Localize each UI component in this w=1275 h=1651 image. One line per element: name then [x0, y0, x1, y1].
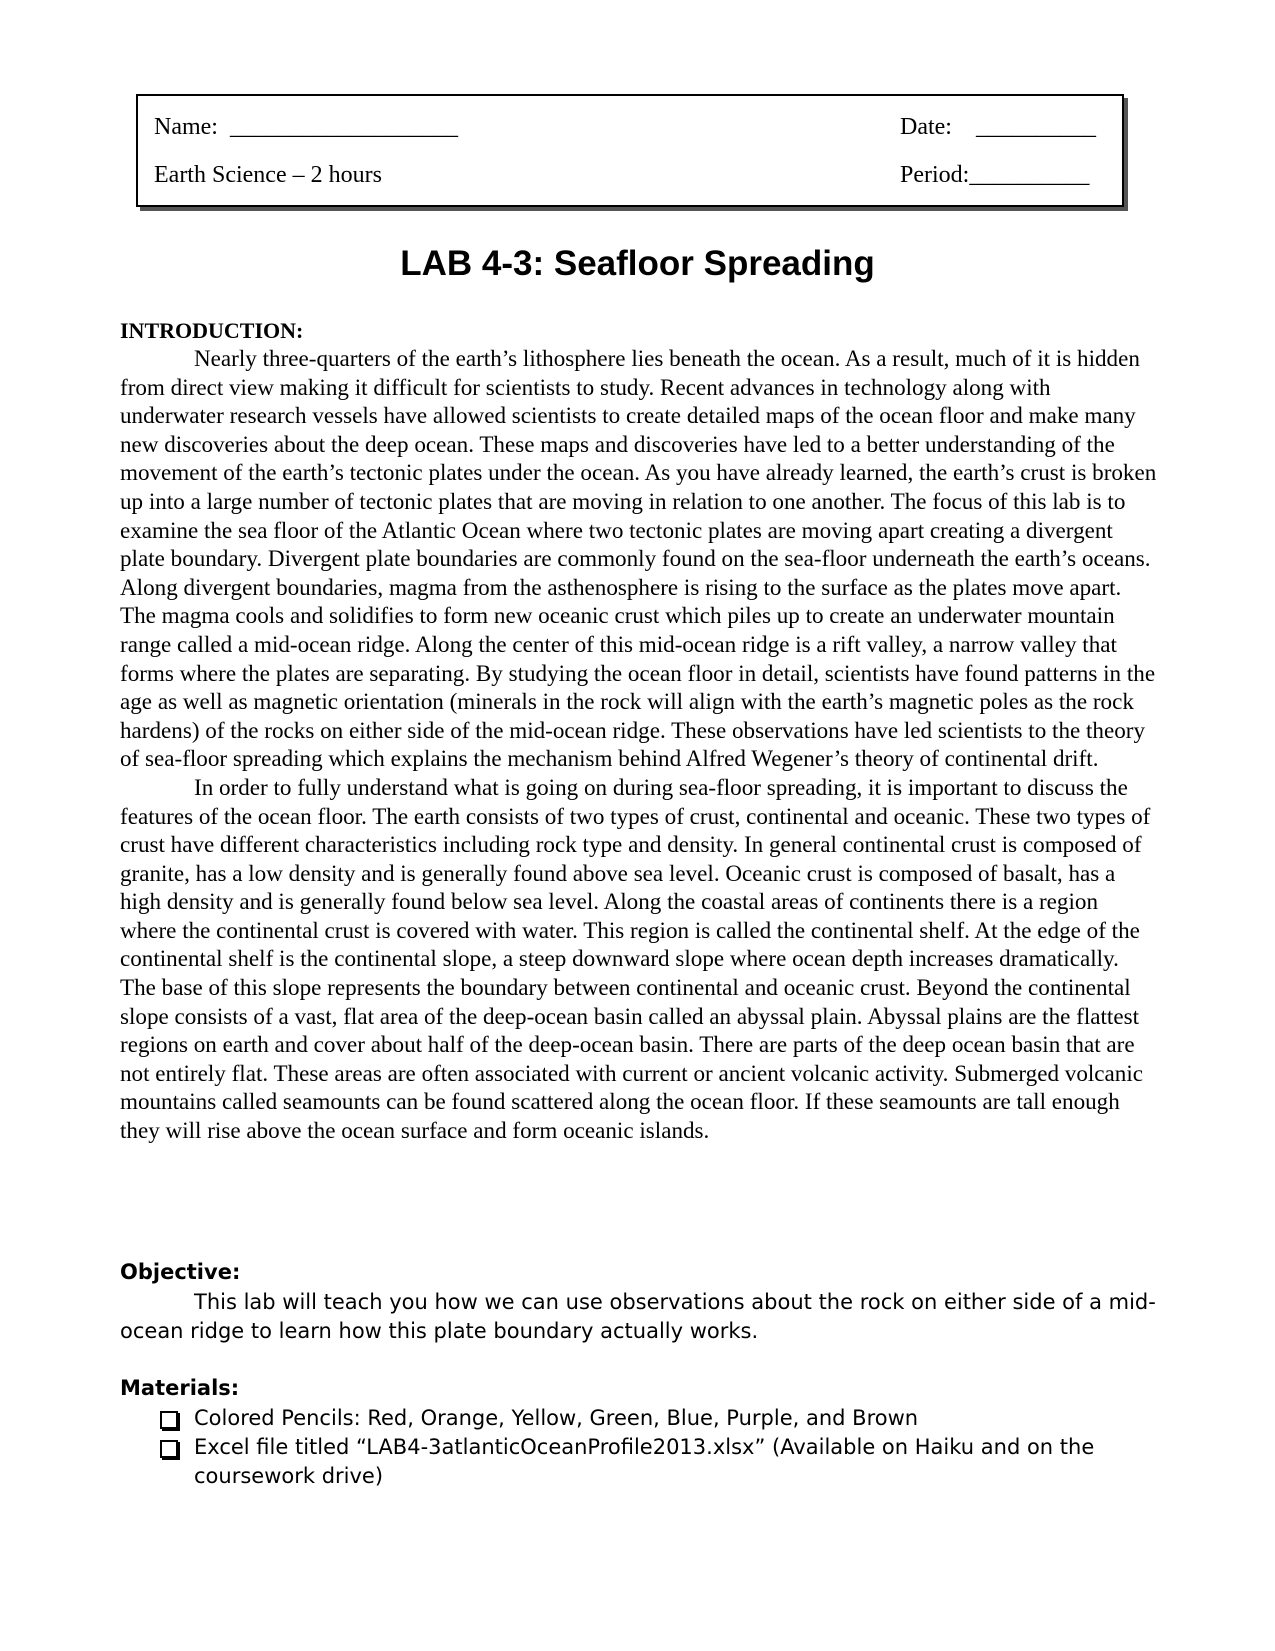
material-label: Excel file titled “LAB4-3atlanticOceanProfile2013.xlsx” (Available on Haiku and on the coursework drive) — [194, 1435, 1095, 1488]
materials-list — [160, 1404, 1140, 1491]
materials-heading: Materials: — [120, 1376, 240, 1400]
objective-heading: Objective: — [120, 1260, 241, 1284]
page-title: LAB 4-3: Seafloor Spreading — [400, 244, 875, 283]
course-label: Earth Science – 2 hours — [154, 162, 382, 188]
list-item — [160, 1433, 1140, 1491]
material-label: Colored Pencils: Red, Orange, Yellow, Green, Blue, Purple, and Brown — [194, 1406, 919, 1430]
introduction-heading: INTRODUCTION: — [120, 318, 304, 343]
student-info-box — [136, 94, 1124, 207]
date-field: Date: __________ — [900, 114, 1096, 140]
period-field: Period:__________ — [900, 162, 1090, 188]
name-field: Name: ___________________ — [154, 114, 458, 140]
objective-body — [120, 1288, 1160, 1346]
introduction-paragraph: Nearly three-quarters of the earth’s lithosphere lies beneath the ocean. As a result, much of it is hidden from direct view making it difficult for scientists to study. Recent advances in technology along with underwater research vessels have allowed scientists to create detailed maps of the ocean floor and make many new discoveries about the deep ocean. These maps and discoveries have led to a better understanding of the movement of the earth’s tectonic plates under the ocean. As you have already learned, the earth’s crust is broken up into a large number of tectonic plates that are moving in relation to one another. The focus of this lab is to examine the sea floor of the Atlantic Ocean where two tectonic plates are moving apart creating a divergent plate boundary. Divergent plate boundaries are commonly found on the sea-floor underneath the earth’s oceans. Along divergent boundaries, magma from the asthenosphere is rising to the surface as the plates move apart. The magma cools and solidifies to form new oceanic crust which piles up to create an underwater mountain range called a mid-ocean ridge. Along the center of this mid-ocean ridge is a rift valley, a narrow valley that forms where the plates are separating. By studying the ocean floor in detail, scientists have found patterns in the age as well as magnetic orientation (minerals in the rock will align with the earth’s magnetic poles as the rock hardens) of the rocks on either side of the mid-ocean ridge. These observations have led scientists to the theory of sea-floor spreading which explains the mechanism behind Alfred Wegener’s theory of continental drift. — [120, 345, 1157, 772]
checkbox-bullet-icon — [160, 1411, 178, 1429]
checkbox-bullet-icon — [160, 1440, 178, 1458]
list-item — [160, 1404, 1140, 1433]
introduction-body — [120, 344, 1160, 1145]
introduction-paragraph: In order to fully understand what is going on during sea-floor spreading, it is important to discuss the features of the ocean floor. The earth consists of two types of crust, continental and oceanic. These two types of crust have different characteristics including rock type and density. In general continental crust is composed of granite, has a low density and is generally found above sea level. Oceanic crust is composed of basalt, has a high density and is generally found below sea level. Along the coastal areas of continents there is a region where the continental crust is covered with water. This region is called the continental shelf. At the edge of the continental shelf is the continental slope, a steep downward slope where ocean depth increases dramatically. The base of this slope represents the boundary between continental and oceanic crust. Beyond the continental slope consists of a vast, flat area of the deep-ocean basin called an abyssal plain. Abyssal plains are the flattest regions on earth and cover about half of the deep-ocean basin. There are parts of the deep ocean basin that are not entirely flat. These areas are often associated with current or ancient volcanic activity. Submerged volcanic mountains called seamounts can be found scattered along the ocean floor. If these seamounts are tall enough they will rise above the ocean surface and form oceanic islands. — [120, 773, 1151, 1144]
objective-text: This lab will teach you how we can use observations about the rock on either side of a mid-ocean ridge to learn how this plate boundary actually works. — [120, 1290, 1156, 1343]
